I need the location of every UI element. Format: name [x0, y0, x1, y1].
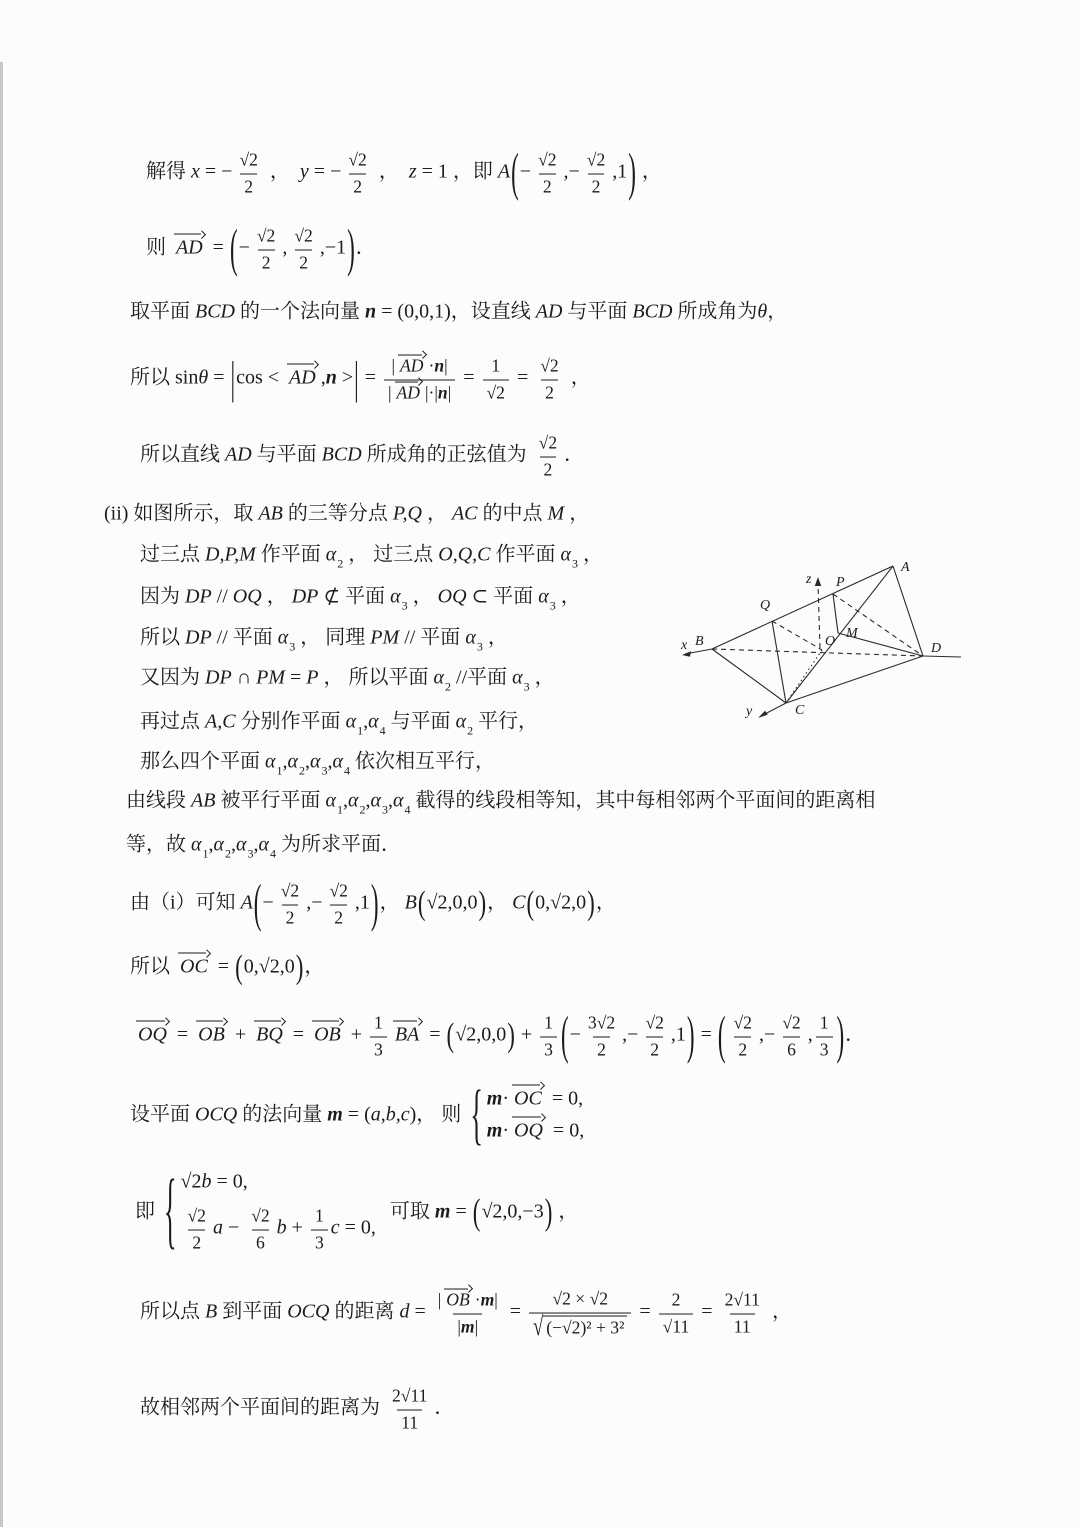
math-line-conclusion-planes: 等，故 α 1 , α 2 , α 3 , α 4 为所求平面．	[126, 833, 401, 861]
diagram-label-q: Q	[760, 598, 771, 613]
z-arrowhead	[815, 577, 821, 586]
math-line-sin-theta: 所以 sin θ = | cos < AD , n > | = | AD · n | | AD | ·| n | = $\frac{1}{√2}$ = $\frac{√2}{2}$ ，	[130, 353, 591, 403]
math-line-planes-parallel: 又因为 DP ∩ PM = P ， 所以平面 α 2 //平面 α 3 ，	[140, 666, 555, 694]
diagram-label-m: M	[846, 626, 858, 641]
math-line-solve-xyz: 解得 x = − $\frac{√2}{2}$ ， y = − $\frac{√2}{2}$ ， z = 1 ，即 A ( − $\frac{√2}{2}$ ,− $\frac{√2}{2}$ ,1 ) ，	[146, 143, 662, 201]
edge-CD	[786, 656, 923, 703]
edge-OC-dotted	[786, 650, 822, 703]
math-line-normal-m-system: 设平面 OCQ 的法向量 m = ( a,b,c )， 则 { m · OC = 0, m · OQ = 0,	[130, 1076, 585, 1152]
math-line-vector-oc: 所以 OC = ( 0,√2,0 ) ，	[130, 948, 325, 986]
edge-QO-dashed	[772, 621, 822, 650]
math-line-construct-planes: 过三点 D,P,M 作平面 α 2 ， 过三点 O,Q,C 作平面 α 3 ，	[140, 543, 603, 571]
diagram-label-x: x	[681, 638, 688, 653]
math-line-four-planes: 那么四个平面 α 1 , α 2 , α 3 , α 4 依次相互平行，	[140, 750, 495, 778]
math-line-part-ii-intro: (ii) 如图所示，取 AB 的三等分点 P,Q ， AC 的中点 M ，	[104, 502, 590, 525]
math-line-parallel-cond: 因为 DP // OQ ， DP ⊄ 平面 α 3 ， OQ ⊂ 平面 α 3 ，	[140, 585, 581, 613]
diagram-label-o: O	[825, 634, 836, 649]
edge-AD	[893, 566, 923, 656]
math-line-vector-oq: OQ = OB + BQ = OB + $\frac{1}{3}$ BA = ( √2,0,0 ) + $\frac{1}{3}$ ( − $\frac{3√2}{2}$ ,− $\frac{√2}{2}$ ,1 ) = ( √2 2 ,− $\frac{√2}{6}$ , 1 3 ) ．	[138, 1006, 866, 1064]
math-line-final-distance: 故相邻两个平面间的距离为 2√11 11 ．	[140, 1385, 455, 1433]
scan-edge-artifact	[0, 62, 3, 1527]
edge-PM	[833, 594, 838, 633]
diagram-label-d: D	[931, 641, 942, 656]
diagram-label-b: B	[695, 634, 704, 649]
math-line-normal-vector-n: 取平面 BCD 的一个法向量 n = (0,0,1)，设直线 AD 与平面 BCD 所成角为 θ ，	[130, 300, 788, 323]
diagram-label-y: y	[746, 704, 753, 719]
geometry-diagram	[655, 545, 975, 730]
edge-BC	[712, 649, 786, 703]
math-line-coordinates: 由（i）可知 A ( − $\frac{√2}{2}$ ,− $\frac{√2}{2}$ ,1 ) ， B ( √2,0,0 ) ， C ( 0,√2,0 ) ，	[130, 874, 616, 932]
math-line-planes-a1-a4: 再过点 A,C 分别作平面 α 1 , α 4 与平面 α 2 平行，	[140, 710, 539, 738]
math-line-vector-ad: 则 AD = ( − $\frac{√2}{2}$ , √2 2 ,−1 ) ．	[146, 219, 376, 277]
math-line-solve-m: 即 { √2 b = 0, √2 2 a − $\frac{√2}{6}$ b + $\frac{1}{3}$ c = 0, 可取 m = ( √2,0,−3 ) ，	[135, 1162, 579, 1259]
math-line-sine-value: 所以直线 AD 与平面 BCD 所成角的正弦值为 √2 2 ．	[140, 432, 585, 480]
edge-BD-dashed	[712, 649, 923, 656]
diagram-label-z: z	[806, 572, 812, 587]
y-arrowhead	[758, 711, 768, 718]
diagram-label-a: A	[901, 560, 910, 575]
edge-BA	[712, 566, 893, 649]
math-line-equal-segments: 由线段 AB 被平行平面 α 1 , α 2 , α 3 , α 4 截得的线段相等知，其中每相邻两个平面间的距离相	[126, 789, 876, 817]
z-axis-dashed	[818, 583, 820, 648]
edge-QC	[772, 621, 786, 703]
math-line-dp-parallel: 所以 DP // 平面 α 3 ， 同理 PM // 平面 α 3 ，	[140, 626, 508, 654]
diagram-label-p: P	[836, 575, 845, 590]
diagram-label-c: C	[795, 703, 805, 718]
math-line-distance-b: 所以点 B 到平面 OCQ 的距离 d = | OB · m | | m | = √2 × √2 √ (−√2)² + 3² = $\frac{2}{√11}$ = $\frac{2√11}{11}$ ，	[140, 1288, 792, 1342]
edge-D-extension	[923, 656, 961, 657]
